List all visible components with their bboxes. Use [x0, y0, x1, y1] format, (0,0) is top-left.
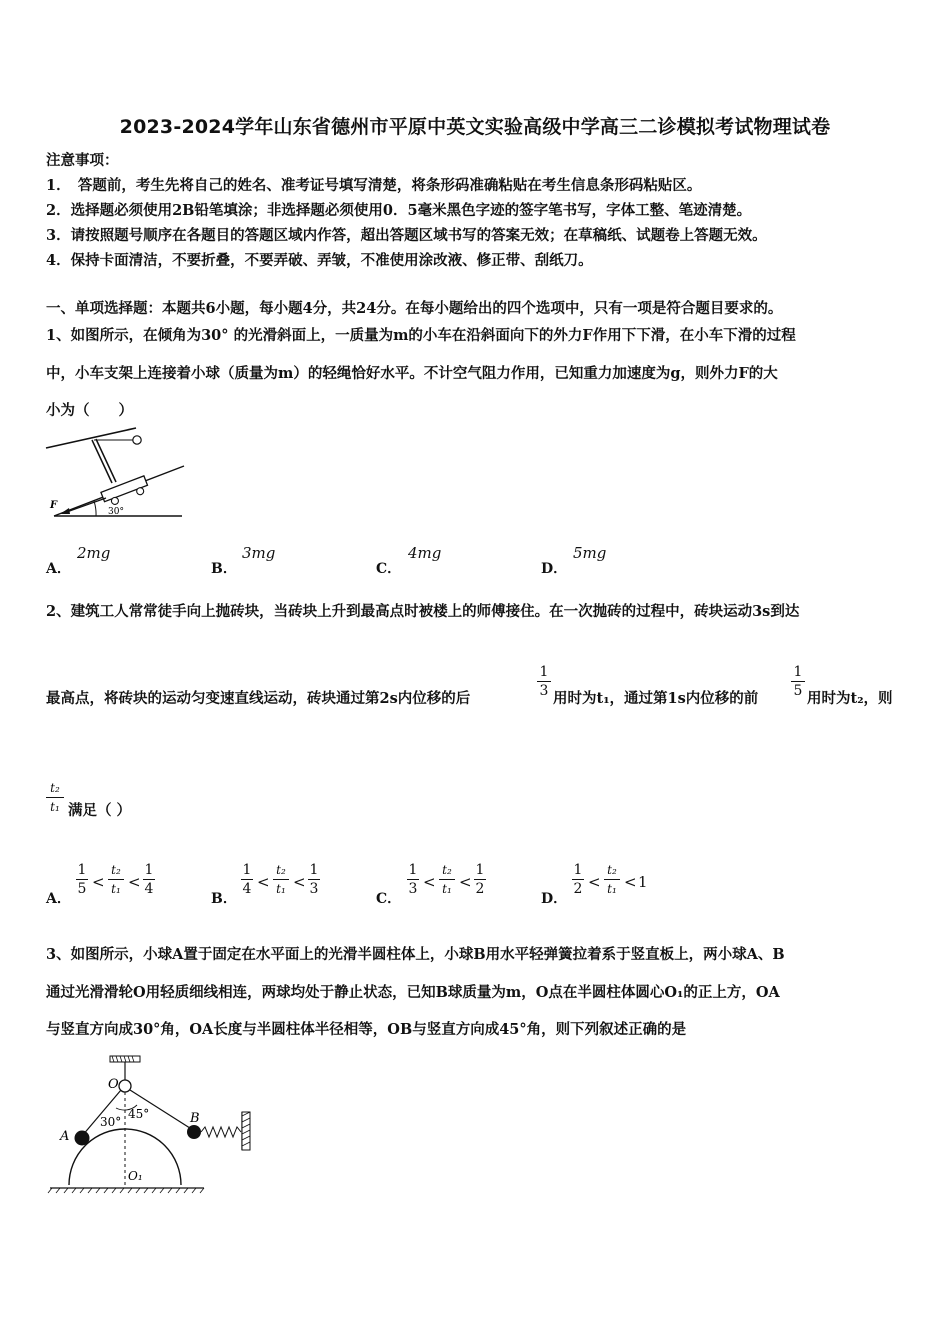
option-a-letter[interactable]: A．	[46, 891, 71, 907]
label-o: O	[108, 1077, 119, 1092]
less-than-sign: <	[459, 873, 472, 891]
option-d-value[interactable]: 5mg	[573, 544, 607, 562]
option-d-upper-value[interactable]: 1	[638, 873, 648, 891]
option-c-value[interactable]: 4mg	[408, 544, 442, 562]
angle-label: 30°	[108, 507, 124, 517]
page-title: 2023-2024学年山东省德州市平原中英文实验高级中学高三二诊模拟考试物理试卷	[119, 116, 831, 138]
less-than-sign: <	[128, 873, 141, 891]
ratio-t2-t1: t₂ t₁	[604, 862, 620, 897]
notice-item: 3．请按照题号顺序在各题目的答题区域内作答，超出答题区域书写的答案无效；在草稿纸、试题卷上答题无效。	[46, 227, 767, 244]
option-a-value[interactable]: 2mg	[77, 544, 111, 562]
ratio-t2-t1: t₂ t₁	[46, 780, 64, 815]
ratio-t2-t1: t₂ t₁	[108, 862, 124, 897]
q3-pulley-figure	[44, 1050, 264, 1200]
q1-text-line1: 1、如图所示，在倾角为30° 的光滑斜面上，一质量为m的小车在沿斜面向下的外力F作用下下滑，在小车下滑的过程	[46, 327, 796, 344]
q3-text-line3: 与竖直方向成30°角，OA长度与半圆柱体半径相等，OB与竖直方向成45°角，则下列叙述正确的是	[46, 1021, 687, 1038]
q2-text-line1: 2、建筑工人常常徒手向上抛砖块，当砖块上升到最高点时被楼上的师傅接住。在一次抛砖的过程中，砖块运动3s到达	[46, 603, 800, 620]
less-than-sign: <	[257, 873, 270, 891]
q1-text-line3: 小为（ ）	[46, 402, 133, 419]
angle-30: 30°	[100, 1115, 122, 1129]
label-b: B	[190, 1111, 200, 1126]
option-c-letter[interactable]: C．	[376, 891, 402, 907]
q2-text-line3: 满足（ ）	[68, 802, 132, 819]
option-b-value[interactable]: 3mg	[242, 544, 276, 562]
notice-item: 2．选择题必须使用2B铅笔填涂；非选择题必须使用0．5毫米黑色字迹的签字笔书写，字体工整、笔迹清楚。	[46, 202, 752, 219]
fraction-one-fifth: 1 5	[791, 664, 805, 699]
label-a: A	[60, 1129, 70, 1144]
section-heading: 一、单项选择题：本题共6小题，每小题4分，共24分。在每小题给出的四个选项中，只有一项是符合题目要求的。	[46, 300, 783, 317]
option-a-lower-fraction[interactable]: 1 5	[77, 862, 87, 897]
q2-text-line2a: 最高点，将砖块的运动匀变速直线运动，砖块通过第2s内位移的后	[46, 690, 471, 707]
fraction-one-third: 1 3	[537, 664, 551, 699]
q2-text-line2c: 用时为t₂，则	[807, 690, 893, 707]
option-b-letter[interactable]: B．	[211, 561, 237, 577]
q2-text-line2b: 用时为t₁，通过第1s内位移的前	[553, 690, 759, 707]
q3-text-line1: 3、如图所示，小球A置于固定在水平面上的光滑半圆柱体上，小球B用水平轻弹簧拉着系于竖直板上，两小球A、B	[46, 946, 785, 963]
notice-heading: 注意事项：	[46, 152, 119, 169]
notice-item: 1． 答题前，考生先将自己的姓名、准考证号填写清楚，将条形码准确粘贴在考生信息条形码粘贴区。	[46, 177, 702, 194]
less-than-sign: <	[293, 873, 306, 891]
notice-item: 4．保持卡面清洁，不要折叠，不要弄破、弄皱，不准使用涂改液、修正带、刮纸刀。	[46, 252, 593, 269]
ratio-t2-t1: t₂ t₁	[439, 862, 455, 897]
q1-text-line2: 中，小车支架上连接着小球（质量为m）的轻绳恰好水平。不计空气阻力作用，已知重力加速度为g，则外力F的大	[46, 365, 778, 382]
option-d-letter[interactable]: D．	[541, 891, 568, 907]
angle-45: 45°	[128, 1107, 150, 1121]
option-c-lower-fraction[interactable]: 1 3	[408, 862, 418, 897]
option-b-lower-fraction[interactable]: 1 4	[242, 862, 252, 897]
label-o1: O₁	[128, 1169, 143, 1183]
option-d-lower-fraction[interactable]: 1 2	[573, 862, 583, 897]
q1-incline-figure	[44, 426, 189, 522]
option-d-letter[interactable]: D．	[541, 561, 568, 577]
force-label: F	[50, 500, 58, 511]
option-a-upper-fraction[interactable]: 1 4	[144, 862, 154, 897]
less-than-sign: <	[624, 873, 637, 891]
less-than-sign: <	[423, 873, 436, 891]
less-than-sign: <	[92, 873, 105, 891]
less-than-sign: <	[588, 873, 601, 891]
option-b-upper-fraction[interactable]: 1 3	[309, 862, 319, 897]
option-a-letter[interactable]: A．	[46, 561, 71, 577]
option-b-letter[interactable]: B．	[211, 891, 237, 907]
q3-text-line2: 通过光滑滑轮O用轻质细线相连，两球均处于静止状态，已知B球质量为m，O点在半圆柱体圆心O₁的正上方，OA	[46, 984, 780, 1001]
ratio-t2-t1: t₂ t₁	[273, 862, 289, 897]
option-c-upper-fraction[interactable]: 1 2	[475, 862, 485, 897]
option-c-letter[interactable]: C．	[376, 561, 402, 577]
